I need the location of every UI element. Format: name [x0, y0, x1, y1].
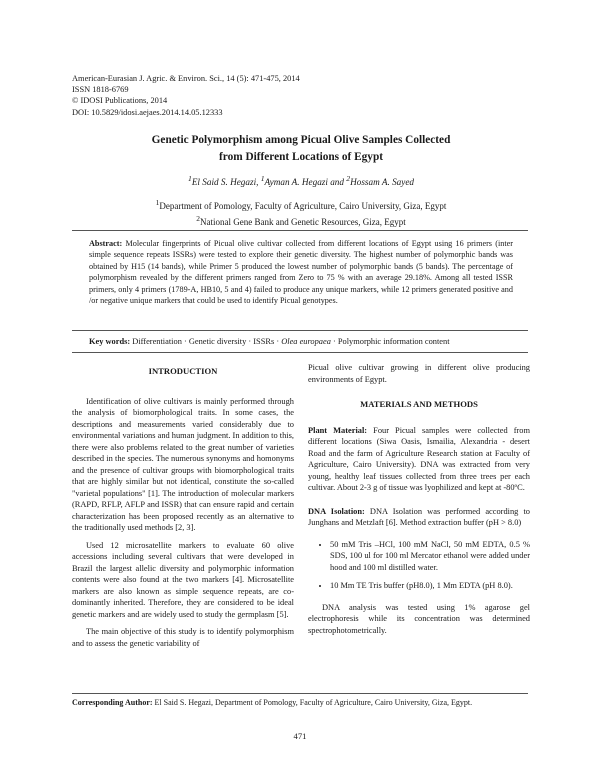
affiliation-sup: 2: [196, 213, 201, 223]
plant-material-paragraph: [308, 425, 530, 494]
affiliations: [72, 197, 530, 228]
corresponding-label: Corresponding Author:: [72, 698, 153, 707]
abstract-text: Molecular fingerprints of Picual olive cultivar collected from different locations of Egypt using 16 primers (inter simple sequence repeats ISSRs) were tested to explore their genetic diversity. The highest number of polymorphic bands was obtained by H15 (14 bands), while Primer 5 produced the lowest number of polymorphic bands (5 bands). The percentage of polymorphism revealed by the different primers ranged from Zero to 75 % with an average 29.18%. Among all tested ISSR primers, only 4 primers (1789-A, HB10, 5 and 4) failed to produce any unique markers, while 12 primers generated positive and /or negative unique markers that could be used to identify Picual genotypes.: [89, 239, 513, 306]
affiliation-1-text: Department of Pomology, Faculty of Agriculture, Cairo University, Giza, Egypt: [159, 201, 447, 211]
authors: [72, 174, 530, 187]
divider: [72, 693, 528, 694]
keywords-text-end: · Polymorphic information content: [330, 337, 450, 346]
divider: [72, 352, 528, 353]
list-item: • 10 Mm TE Tris buffer (pH8.0), 1 Mm EDTA (pH 8.0).: [330, 580, 530, 592]
materials-methods-heading: MATERIALS AND METHODS: [360, 399, 478, 409]
dna-isolation-label: DNA Isolation:: [308, 506, 365, 516]
affiliation-2-text: National Gene Bank and Genetic Resources, Giza, Egypt: [200, 216, 406, 227]
affiliation-1: [72, 197, 530, 213]
page-number: 471: [293, 731, 307, 741]
abstract-label: Abstract:: [89, 239, 123, 248]
journal-citation: American-Eurasian J. Agric. & Environ. Sci., 14 (5): 471-475, 2014: [72, 74, 300, 83]
intro-paragraph-3: The main objective of this study is to identify polymorphism and to assess the genetic variability of: [72, 627, 294, 648]
author-sup: 2: [346, 174, 351, 183]
author-1: El Said S. Hegazi,: [191, 177, 261, 188]
intro-paragraph-2: Used 12 microsatellite markers to evaluate 60 olive accessions including several cultivars that were developed in Brazil the largest allelic diversity and polymorphic information contents were also found at the two markers [4]. Microsatellite markers are also known as simple sequence repeats, are co-dominantly inherited. Therefore, they are considered to be ideal genetic markers and are widely used to study the germplasm [5].: [72, 540, 294, 619]
author-2: Ayman A. Hegazi and: [264, 177, 347, 188]
abstract: [89, 238, 513, 306]
affiliation-sup: 1: [155, 198, 160, 207]
divider: [72, 230, 528, 231]
dna-analysis-paragraph: DNA analysis was tested using 1% agarose gel electrophoresis while its concentration was determined spectrophotometrically.: [308, 602, 530, 635]
plant-material-label: Plant Material:: [308, 425, 368, 435]
issn: ISSN 1818-6769: [72, 85, 129, 95]
intro-continued: Picual olive cultivar growing in different olive producing environments of Egypt.: [308, 363, 530, 384]
buffer-list: [308, 539, 530, 592]
corresponding-text: El Said S. Hegazi, Department of Pomology, Faculty of Agriculture, Cairo University, Giza, Egypt.: [152, 698, 473, 707]
doi: DOI: 10.5829/idosi.aejaes.2014.14.05.12333: [72, 107, 223, 117]
journal-header: [72, 73, 300, 118]
plant-material-text: Four Picual samples were collected from different locations (Siwa Oasis, Ismailia, Alexandria - desert Road and the farm of Agriculture Research station at Faculty of Agriculture, Cairo University). DNA was extracted from very young, healthy leaf tissues collected from three trees per each cultivar. About 2-3 g of tissue was lyophilized and kept at -80ºC.: [308, 425, 530, 492]
author-sup: 1: [187, 174, 192, 183]
introduction-heading: INTRODUCTION: [148, 366, 218, 376]
divider: [72, 330, 528, 331]
dna-isolation-text: DNA Isolation was performed according to Junghans and Metzlaft [6]. Method extraction buffer (pH > 8.0): [308, 506, 530, 527]
author-3: Hossam A. Sayed: [350, 177, 415, 188]
affiliation-2: [72, 213, 530, 229]
left-column: [72, 362, 294, 649]
keywords-label: Key words:: [89, 337, 131, 346]
intro-paragraph-1: Identification of olive cultivars is mainly performed through the analysis of biomorphological traits. In some cases, the descriptions and measurements varied considerably due to environmental variations and human judgment. In addition to this, there were also problems related to the great number of varieties described in the species. The numerous synonyms and homonyms and the presence of cultivar groups with biomorphological traits that are highly similar but not identical, constitute the so-called "varietal populations" [1]. The introduction of molecular markers (RAPD, RFLP, AFLP and ISSR) that can ensure rapid and certain characterization has been proposed recently as an alternative to the traditionally used methods [2, 3].: [72, 396, 294, 532]
paper-title: [72, 132, 530, 165]
list-item: • 50 mM Tris –HCl, 100 mM NaCl, 50 mM EDTA, 0.5 % SDS, 100 ul for 100 ml Mercator ethanol were added under hood and 100 ml distilled water.: [330, 539, 530, 574]
title-line-2: from Different Locations of Egypt: [219, 150, 383, 163]
keywords-italic: Olea europaea: [281, 337, 331, 346]
right-column: [308, 362, 530, 636]
keywords: [89, 337, 519, 346]
author-sup: 1: [260, 174, 265, 183]
title-line-1: Genetic Polymorphism among Picual Olive Samples Collected: [151, 134, 451, 146]
dna-isolation-paragraph: [308, 506, 530, 529]
copyright: © IDOSI Publications, 2014: [72, 96, 168, 106]
corresponding-author: [72, 698, 530, 707]
keywords-text: Differentiation · Genetic diversity · ISSRs ·: [130, 337, 282, 346]
